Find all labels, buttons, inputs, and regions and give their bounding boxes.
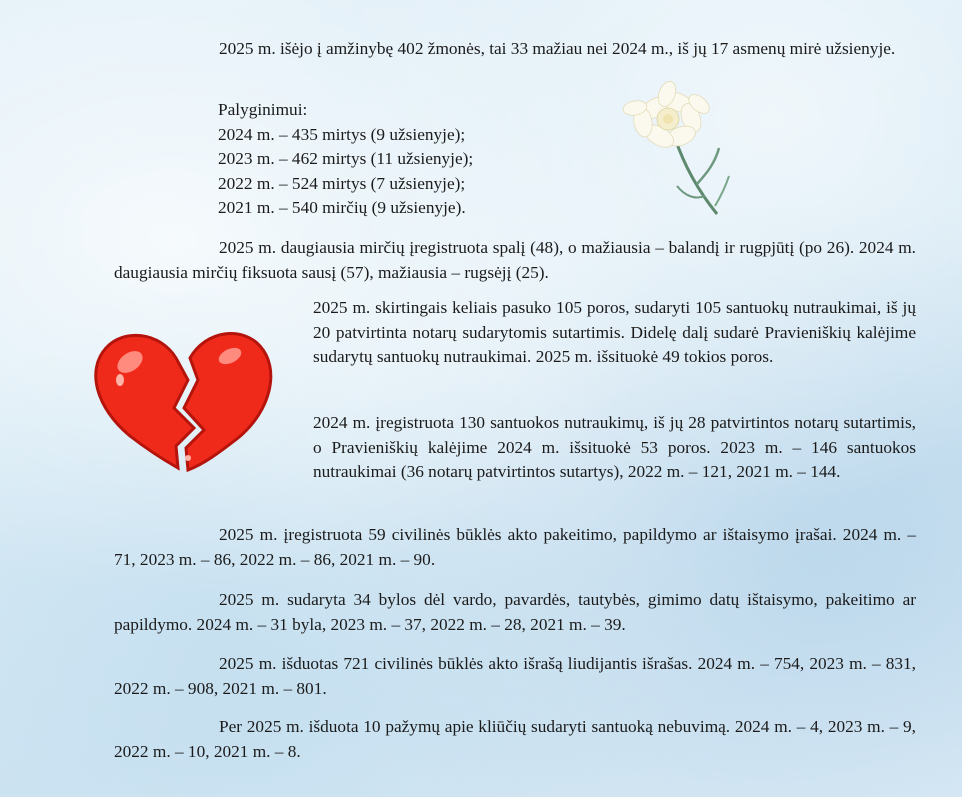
comparison-line-2021: 2021 m. – 540 mirčių (9 užsienyje). [218,198,466,217]
comparison-block [218,98,618,221]
paragraph-extracts: 2025 m. išduotas 721 civilinės būklės akto išrašą liudijantis išrašas. 2024 m. – 754, 2023 m. – 831, 2022 m. – 908, 2021 m. – 801. [114,654,916,698]
comparison-line-2024: 2024 m. – 435 mirtys (9 užsienyje); [218,124,466,144]
paragraph-divorces-2025: 2025 m. skirtingais keliais pasuko 105 poros, sudaryti 105 santuokų nutraukimai, iš jų 20 patvirtinta notarų sudarytomis sutartimis. Didelę dalį sudarė Pravieniškių kalėjime sudarytų santuokų nutraukimai. 2025 m. išsituokė 49 tokios poros. [313,298,916,366]
comparison-line-2022: 2022 m. – 524 mirtys (7 užsienyje); [218,173,466,193]
paragraph-deaths-by-month: 2025 m. daugiausia mirčių įregistruota spalį (48), o mažiausia – balandį ir rugpjūtį (po 26). 2024 m. daugiausia mirčių fiksuota sausį (57), mažiausia – rugsėjį (25). [114,238,916,282]
white-carnation-icon [615,78,750,223]
paragraph-divorces-history: 2024 m. įregistruota 130 santuokos nutraukimų, iš jų 28 patvirtintos notarų sutartimis, o Pravieniškių kalėjime 2024 m. išsituokė 53 poros. 2023 m. – 146 santuokos nutraukimai (36 notarų patvirtintos sutartys), 2022 m. – 121, 2021 m. – 144. [313,413,916,481]
paragraph-certificates: Per 2025 m. išduota 10 pažymų apie kliūčių sudaryti santuoką nebuvimą. 2024 m. – 4, 2023 m. – 9, 2022 m. – 10, 2021 m. – 8. [114,717,916,761]
comparison-line-2023: 2023 m. – 462 mirtys (11 užsienyje); [218,149,474,168]
paragraph-deaths: 2025 m. išėjo į amžinybę 402 žmonės, tai 33 mažiau nei 2024 m., iš jų 17 asmenų mirė užsienyje. [219,39,896,58]
comparison-title: Palyginimui: [218,100,308,119]
broken-heart-icon [90,318,280,484]
paragraph-record-changes: 2025 m. įregistruota 59 civilinės būklės akto pakeitimo, papildymo ar ištaisymo įrašai. 2024 m. – 71, 2023 m. – 86, 2022 m. – 86, 2021 m. – 90. [114,525,916,569]
paragraph-name-cases: 2025 m. sudaryta 34 bylos dėl vardo, pavardės, tautybės, gimimo datų ištaisymo, pakeitimo ar papildymo. 2024 m. – 31 byla, 2023 m. – 37, 2022 m. – 28, 2021 m. – 39. [114,590,916,634]
